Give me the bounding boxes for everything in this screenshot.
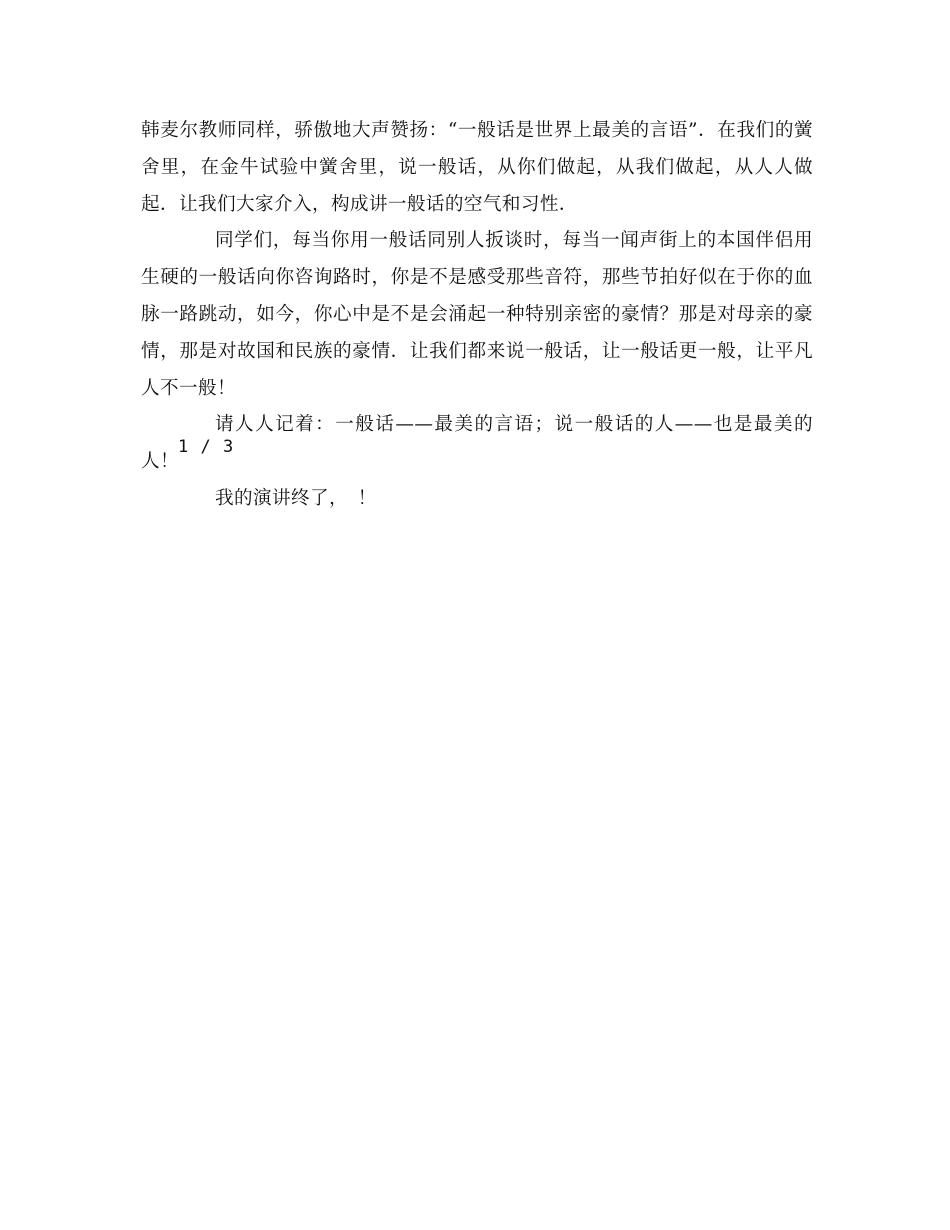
paragraph-closing: 我的演讲终了， ！ [215, 487, 377, 509]
paragraph-remember: 请人人记着：一般话——最美的言语；说一般话的人——也是最美的人！ [141, 414, 813, 473]
paragraph-teacher-praise: 韩麦尔教师同样，骄傲地大声赞扬：“一般话是世界上最美的言语”．在我们的黉舍里，在金牛试验中黉舍里，说一般话，从你们做起，从我们做起，从人人做起．让我们大家介入，构成讲一般话的空气和习性． [141, 120, 813, 215]
document-body [141, 113, 813, 518]
page-number: 1 / 3 [178, 437, 235, 457]
paragraph-classmates: 同学们，每当你用一般话同别人扳谈时，每当一闻声街上的本国伴侣用生硬的一般话向你咨询路时，你是不是感受那些音符，那些节拍好似在于你的血脉一路跳动，如今，你心中是不是会涌起一种特别亲密的豪情？那是对母亲的豪情，那是对故国和民族的豪情．让我们都来说一般话，让一般话更一般，让平凡人不一般！ [141, 230, 813, 399]
